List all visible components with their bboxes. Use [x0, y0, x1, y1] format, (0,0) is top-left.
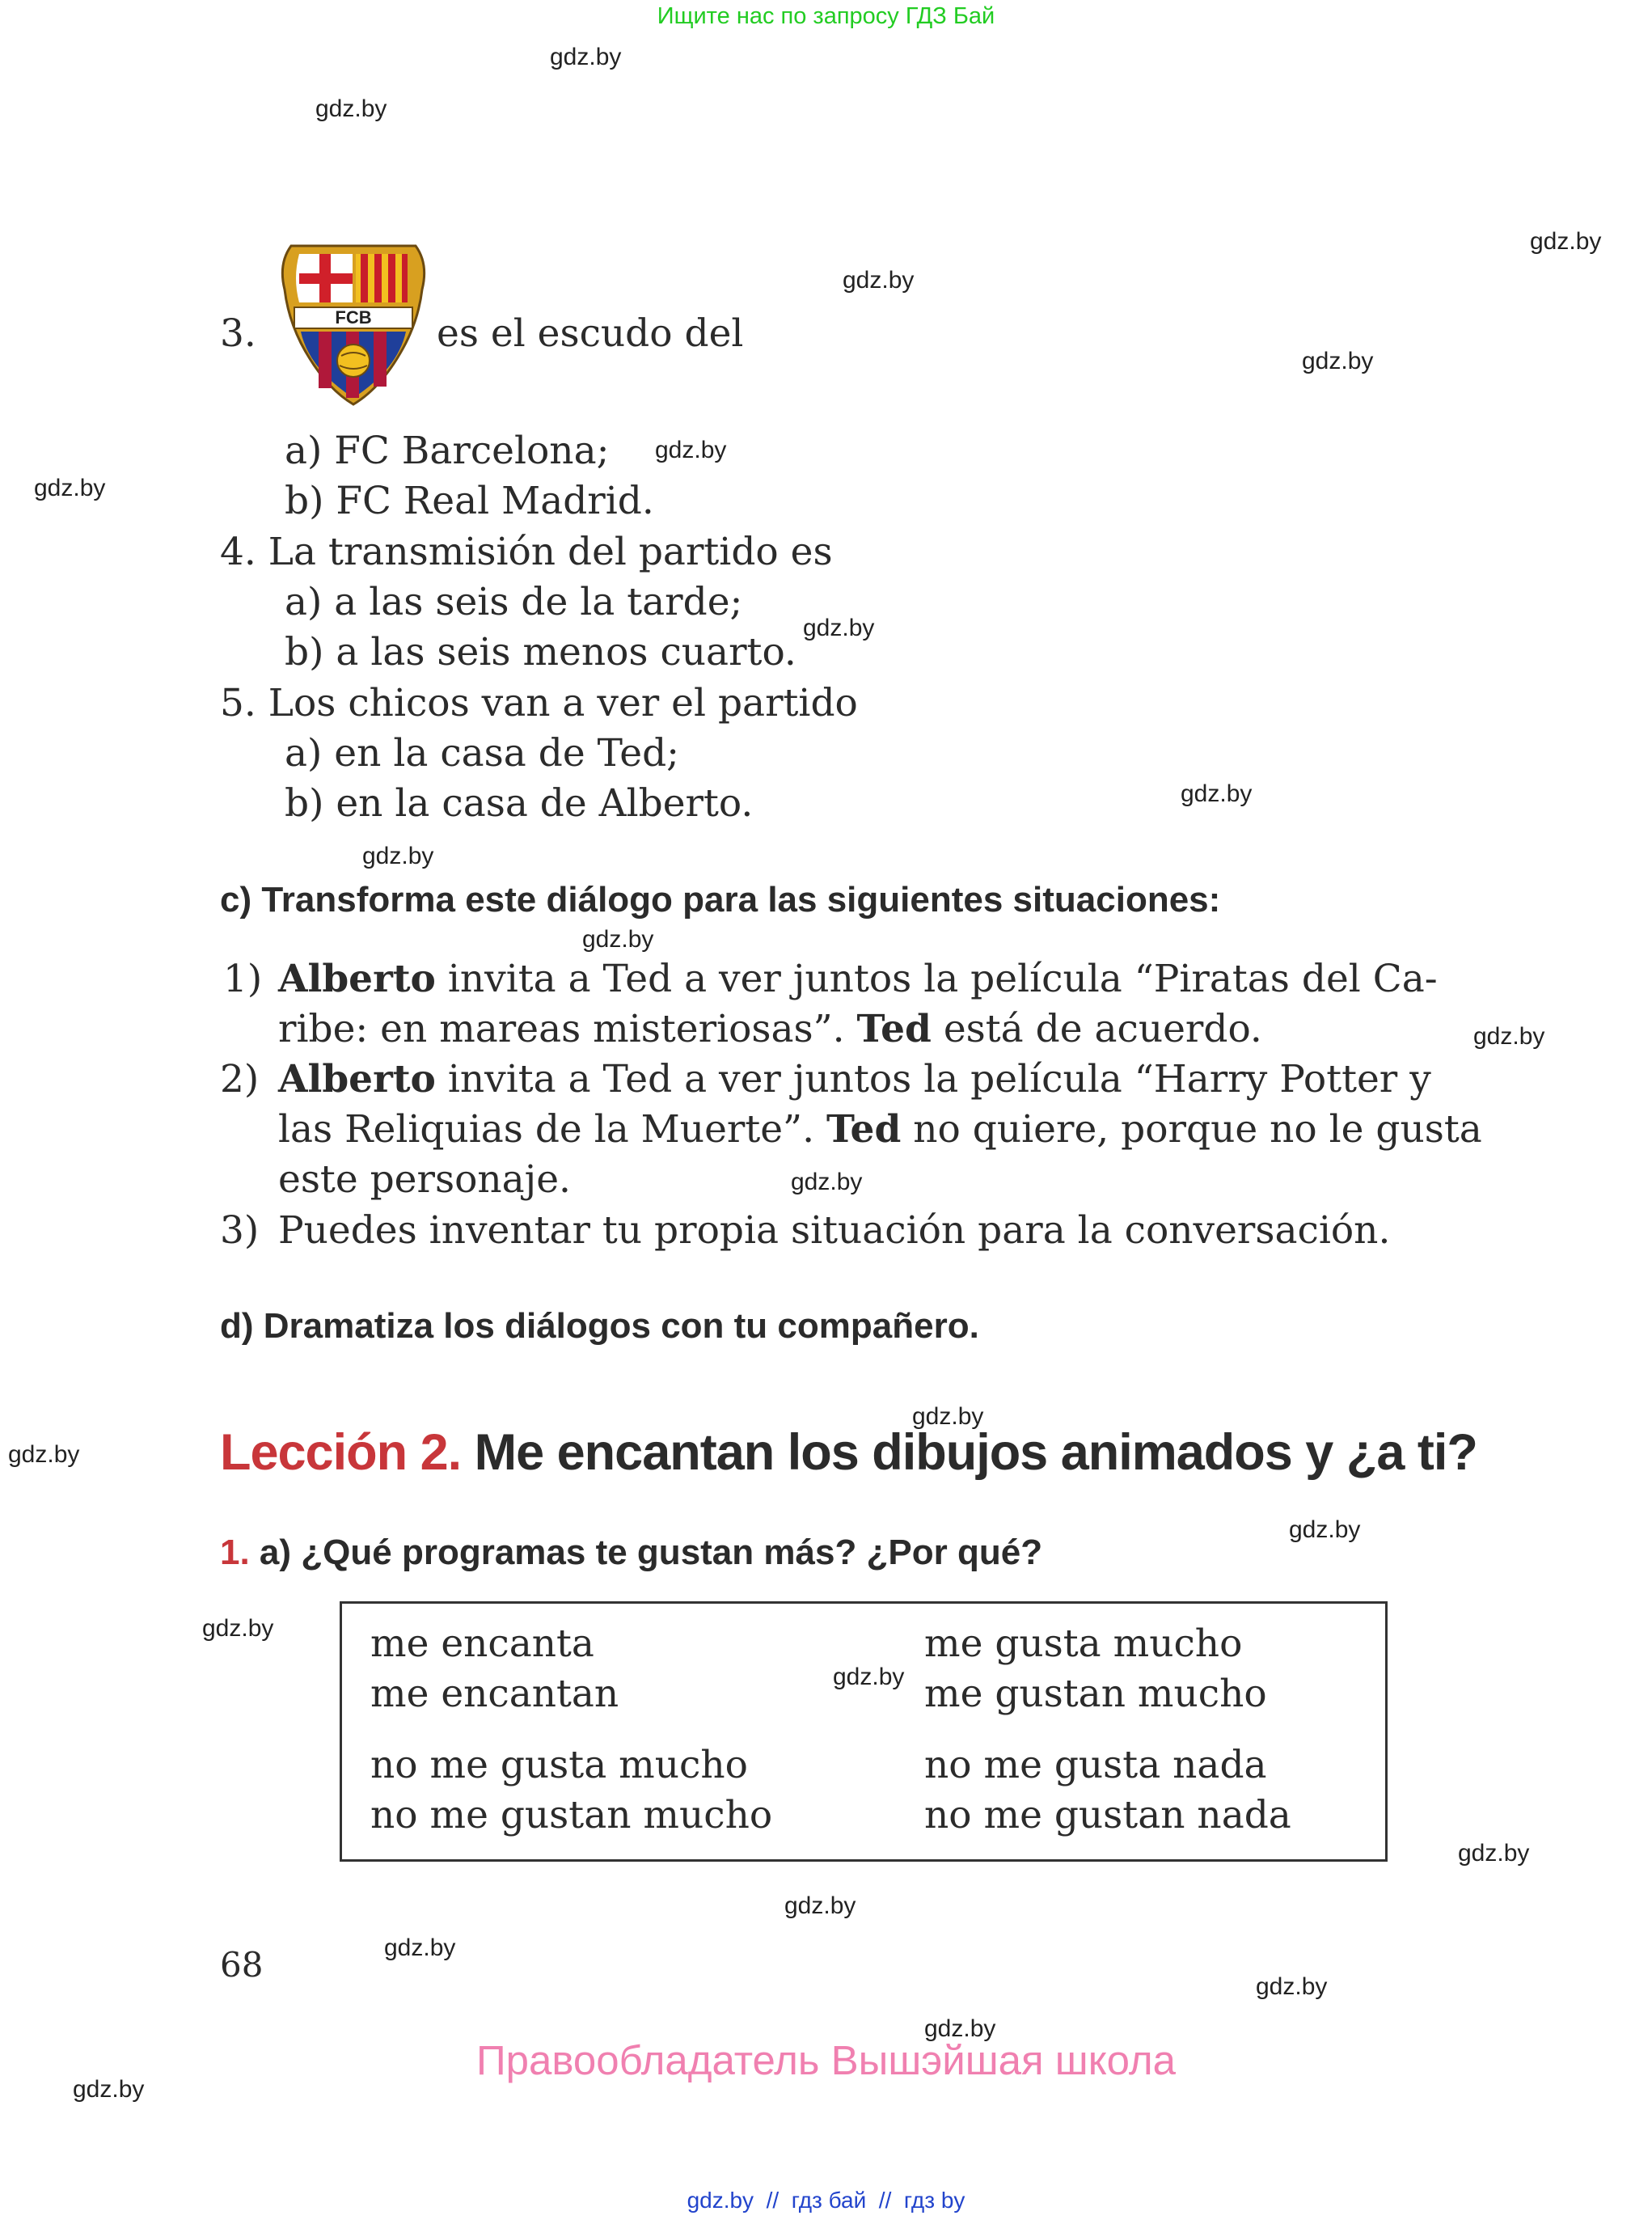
phrase-right-2: me gustan mucho [924, 1672, 1267, 1716]
watermark: gdz.by [315, 95, 387, 122]
item5-option-b: b) en la casa de Alberto. [285, 781, 754, 826]
situation-1-line1: Alberto invita a Ted a ver juntos la película “Piratas del Ca- [278, 957, 1438, 1001]
watermark: gdz.by [550, 44, 622, 70]
page-number: 68 [220, 1945, 264, 1985]
section-c-heading: c) Transforma este diálogo para las siguientes situaciones: [220, 880, 1221, 920]
item4-option-a: a) a las seis de la tarde; [285, 580, 743, 624]
phrase-right-4: no me gustan nada [924, 1793, 1291, 1837]
crest-text: FCB [335, 307, 372, 328]
footer-links[interactable]: gdz.by // гдз бай // гдз by [687, 2188, 965, 2213]
watermark: gdz.by [384, 1934, 456, 1961]
situation-1-number: 1) [223, 957, 263, 1001]
situation-2-line2: las Reliquias de la Muerte”. Ted no quiere, porque no le gusta [278, 1107, 1482, 1152]
phrase-left-4: no me gustan mucho [370, 1793, 773, 1837]
fc-barcelona-crest-icon [277, 239, 430, 408]
situation-2-number: 2) [220, 1057, 260, 1101]
watermark: gdz.by [924, 2015, 996, 2042]
watermark: gdz.by [912, 1403, 984, 1430]
phrase-right-3: no me gusta nada [924, 1743, 1267, 1787]
lesson-name: Me encantan los dibujos animados y ¿a ti? [461, 1424, 1477, 1481]
item3-text: es el escudo del [437, 311, 744, 356]
situation-2-line1: Alberto invita a Ted a ver juntos la película “Harry Potter y [278, 1057, 1431, 1101]
watermark: gdz.by [34, 475, 106, 501]
watermark: gdz.by [1256, 1973, 1328, 2000]
watermark: gdz.by [803, 615, 875, 641]
lesson-label: Lección 2. [220, 1424, 462, 1481]
phrase-left-1: me encanta [370, 1621, 594, 1666]
exercise-1-heading: 1. a) ¿Qué programas te gustan más? ¿Por qué? [220, 1533, 1043, 1572]
situation-1-line2: ribe: en mareas misteriosas”. Ted está de acuerdo. [278, 1007, 1262, 1051]
situation-3-number: 3) [220, 1208, 260, 1253]
watermark: gdz.by [1530, 228, 1602, 255]
item4-text: 4. La transmisión del partido es [220, 530, 833, 574]
exercise-1-number: 1. [220, 1533, 250, 1572]
phrase-left-2: me encantan [370, 1672, 619, 1716]
watermark: gdz.by [655, 437, 727, 463]
item4-option-b: b) a las seis menos cuarto. [285, 630, 796, 674]
watermark: gdz.by [73, 2076, 145, 2103]
watermark: gdz.by [843, 267, 915, 294]
lesson-title [220, 1423, 1477, 1482]
item3-option-a: a) FC Barcelona; [285, 429, 610, 473]
watermark: gdz.by [791, 1169, 863, 1195]
watermark: gdz.by [1302, 348, 1374, 374]
item3-number: 3. [220, 311, 256, 356]
watermark: gdz.by [202, 1615, 274, 1642]
item5-option-a: a) en la casa de Ted; [285, 731, 680, 776]
situation-3-text: Puedes inventar tu propia situación para la conversación. [278, 1208, 1391, 1253]
watermark: gdz.by [1181, 780, 1253, 807]
item5-text: 5. Los chicos van a ver el partido [220, 681, 858, 725]
watermark: gdz.by [362, 843, 434, 869]
watermark: gdz.by [784, 1892, 856, 1919]
watermark: gdz.by [833, 1664, 905, 1690]
watermark: gdz.by [1473, 1023, 1545, 1050]
watermark: gdz.by [1289, 1516, 1361, 1543]
situation-2-line3: este personaje. [278, 1157, 571, 1202]
phrase-left-3: no me gusta mucho [370, 1743, 748, 1787]
top-banner[interactable]: Ищите нас по запросу ГДЗ Бай [657, 3, 995, 29]
watermark: gdz.by [8, 1441, 80, 1468]
item3-option-b: b) FC Real Madrid. [285, 479, 654, 523]
section-d-heading: d) Dramatiza los diálogos con tu compañero. [220, 1306, 979, 1346]
copyright-notice: Правообладатель Вышэйшая школа [476, 2037, 1176, 2083]
phrase-right-1: me gusta mucho [924, 1621, 1243, 1666]
watermark: gdz.by [1458, 1840, 1530, 1867]
watermark: gdz.by [582, 926, 654, 953]
